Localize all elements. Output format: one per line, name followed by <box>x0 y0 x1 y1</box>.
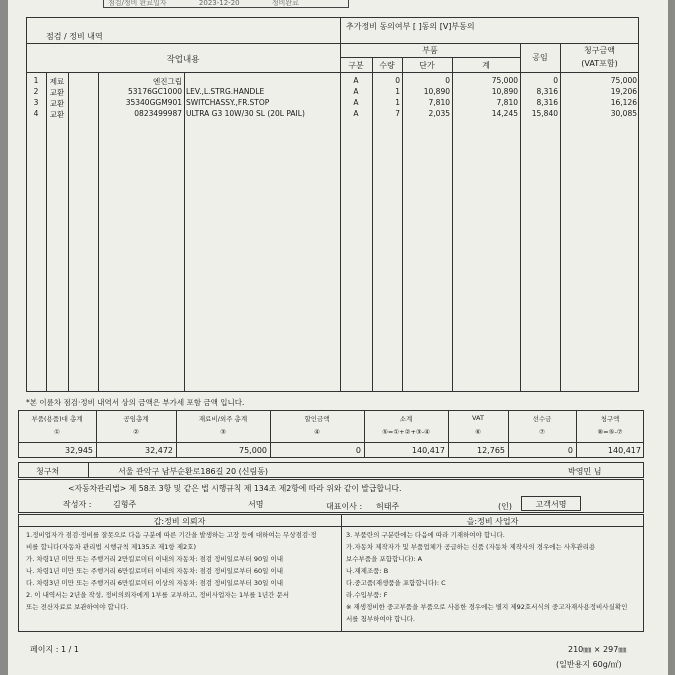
row-4-type: 교환 <box>49 110 65 119</box>
gubun-header: 구분 <box>348 61 364 70</box>
row-3-name: SWITCHASSY.,FR.STOP <box>186 98 270 107</box>
row-1-no: 1 <box>33 76 39 85</box>
page-counter: 페이지 : 1 / 1 <box>30 645 79 654</box>
summary-header-8: 청구액 <box>600 415 620 423</box>
row-1-type: 제료 <box>49 77 65 86</box>
row-4-gubun: A <box>353 109 359 118</box>
summary-value-5: 140,417 <box>411 446 445 455</box>
business-notice-line: 라.수입부품: F <box>346 591 388 599</box>
row-3-total: 7,810 <box>496 98 518 107</box>
additional-work-consent: 추가정비 동의여부 [ ]동의 [V]부동의 <box>346 22 475 31</box>
row-1-gubun: A <box>353 76 359 85</box>
row-4-qty: 7 <box>395 109 400 118</box>
row-2-qty: 1 <box>395 87 400 96</box>
summary-sub-1: ① <box>54 428 60 436</box>
row-1-labor: 0 <box>553 76 558 85</box>
claimant-address: 서울 관악구 남부순환로186길 20 (신림동) <box>118 467 269 476</box>
row-2-gubun: A <box>353 87 359 96</box>
writer-label: 작성자 : <box>63 500 92 509</box>
summary-sub-6: ⑥ <box>475 428 481 436</box>
completion-status: 정비완료 <box>271 0 299 7</box>
row-1-qty: 0 <box>395 76 400 85</box>
row-4-total: 14,245 <box>491 109 518 118</box>
client-notice-line: 비를 합니다(자동차 관리법 시행규칙 제135조 제1항 제2호) <box>26 543 197 551</box>
row-2-code: 53176GC1000 <box>128 87 182 96</box>
parts-header: 부품 <box>422 46 438 55</box>
row-2-unit: 10,890 <box>423 87 450 96</box>
paper-size: 210㎜ × 297㎜ <box>568 645 627 654</box>
summary-value-6: 12,765 <box>477 446 505 455</box>
completion-date: 2023-12-20 <box>198 0 240 7</box>
summary-header-4: 할인금액 <box>304 415 330 423</box>
row-3-code: 35340GGM901 <box>125 98 182 107</box>
summary-value-1: 32,945 <box>65 446 93 455</box>
claim-header: 청구금액 <box>584 46 615 55</box>
summary-value-3: 75,000 <box>239 446 267 455</box>
row-1-unit: 0 <box>445 76 450 85</box>
summary-value-4: 0 <box>355 446 361 455</box>
client-notice-line: 1.정비업자가 점검·정비를 잘못으로 다음 구분에 따른 기간을 발생하는 고장 등에 대하여는 무상점검·정 <box>26 531 317 539</box>
document-page <box>8 0 668 675</box>
parts-total-header: 계 <box>482 61 490 70</box>
client-notice-line: 나. 차령1년 미만 또는 주행거리 6만킬로미터 이내의 자동차: 점검 정비일로부터 60일 이내 <box>26 567 284 575</box>
client-notice-line: 또는 전산자료로 보관하여야 합니다. <box>26 603 129 611</box>
completion-date-label: 점검/정비 완료일자 <box>108 0 167 7</box>
summary-header-1: 부품(용품)대 총계 <box>31 415 83 423</box>
writer-sign: 서명 <box>248 500 264 509</box>
labor-header: 공임 <box>532 53 548 62</box>
completion-date-strip <box>103 0 349 8</box>
row-1-claim: 75,000 <box>610 76 637 85</box>
row-2-type: 교환 <box>49 88 65 97</box>
work-content-header: 작업내용 <box>166 55 200 65</box>
business-notice-line: 보수부품을 포함합니다): A <box>346 555 423 563</box>
business-title: 을:정비 사업자 <box>466 517 519 526</box>
qty-header: 수량 <box>379 61 395 70</box>
row-3-gubun: A <box>353 98 359 107</box>
paper-weight: (일반용지 60g/㎡) <box>556 660 622 669</box>
claimant-row <box>18 462 644 478</box>
business-notice-line: 다.중고품(재생품을 포함합니다): C <box>346 579 446 587</box>
row-3-qty: 1 <box>395 98 400 107</box>
summary-value-2: 32,472 <box>145 446 173 455</box>
summary-header-5: 소계 <box>399 415 413 423</box>
row-2-labor: 8,316 <box>536 87 558 96</box>
row-3-no: 3 <box>33 98 39 107</box>
row-4-no: 4 <box>33 109 39 118</box>
seal-mark: (인) <box>498 502 512 511</box>
vat-note: *본 이륜차 점검·정비 내역서 상의 금액은 부가세 포함 금액 입니다. <box>26 398 245 407</box>
row-4-unit: 2,035 <box>428 109 450 118</box>
representative-label: 대표이사 : <box>326 502 363 511</box>
unit-price-header: 단가 <box>419 61 435 70</box>
business-notice-line: ※ 재생정비한 중고부품을 부품으로 사용한 경우에는 별지 제92호서식의 중고자재사용정비사실확인 <box>346 603 628 611</box>
row-3-unit: 7,810 <box>428 98 450 107</box>
law-statement: <자동차관리법> 제 58조 3항 및 같은 법 시행규칙 제 134조 제2항에 따라 위와 같이 발급합니다. <box>68 484 402 493</box>
client-notice-line: 다. 차령3년 미만 또는 주행거리 6만킬로미터 이상의 자동차: 점검 정비일로부터 30일 이내 <box>26 579 284 587</box>
row-2-name: LEV.,L.STRG.HANDLE <box>186 87 265 96</box>
summary-header-3: 재료비/외주 총계 <box>198 415 248 423</box>
row-4-name: ULTRA G3 10W/30 SL (20L PAIL) <box>186 109 305 118</box>
summary-value-8: 140,417 <box>607 446 641 455</box>
claimant-label: 청구처 <box>36 467 60 476</box>
business-notice-line: 가.자동차 제작자가 및 부품업체가 공급하는 신품 (자동차 제작사의 경우에는 사후관리용 <box>346 543 596 551</box>
claim-vat-header: (VAT포함) <box>581 59 618 68</box>
summary-sub-4: ④ <box>314 428 320 436</box>
row-1-total: 75,000 <box>491 76 518 85</box>
row-3-type: 교환 <box>49 99 65 108</box>
representative-name: 허태주 <box>376 502 400 511</box>
summary-header-2: 공임총계 <box>123 415 149 423</box>
summary-header-6: VAT <box>472 414 484 422</box>
business-notice-line: 나.재제조품: B <box>346 567 389 575</box>
client-title: 갑:정비 의뢰자 <box>153 517 206 526</box>
summary-sub-7: ⑦ <box>539 428 545 436</box>
customer-sign-label: 고객서명 <box>535 500 567 509</box>
row-4-code: 0823499987 <box>134 109 182 118</box>
summary-sub-5: ⑤=①+②+③-④ <box>382 428 430 436</box>
row-3-claim: 16,126 <box>610 98 637 107</box>
summary-sub-2: ② <box>133 428 139 436</box>
summary-sub-8: ⑧=⑤-⑦ <box>597 428 623 436</box>
row-1-code: 엔진그립 <box>153 77 182 86</box>
row-2-claim: 19,206 <box>610 87 637 96</box>
row-2-no: 2 <box>33 87 39 96</box>
business-notice-line: 3. 부품란의 구분란에는 다음에 따라 기재하여야 합니다. <box>346 531 505 539</box>
client-notice-line: 가. 차령1년 미만 또는 주행거리 2만킬로미터 이내의 자동차: 점검 정비일로부터 90일 이내 <box>26 555 284 563</box>
summary-header-7: 선수금 <box>532 415 552 423</box>
summary-value-7: 0 <box>567 446 573 455</box>
writer-name: 김형주 <box>113 500 137 509</box>
section-title: 점검 / 정비 내역 <box>46 32 103 41</box>
row-3-labor: 8,316 <box>536 98 558 107</box>
business-notice-line: 서를 첨부하여야 합니다. <box>346 615 415 623</box>
work-table-frame <box>26 17 639 392</box>
row-2-total: 10,890 <box>491 87 518 96</box>
row-4-claim: 30,085 <box>610 109 637 118</box>
summary-sub-3: ③ <box>220 428 226 436</box>
client-notice-line: 2. 이 내역서는 2년을 작성, 정비의뢰자에게 1부를 교부하고, 정비사업자는 1부를 1년간 문서 <box>26 591 290 599</box>
claimant-name: 박영민 님 <box>568 467 602 476</box>
row-4-labor: 15,840 <box>531 109 558 118</box>
